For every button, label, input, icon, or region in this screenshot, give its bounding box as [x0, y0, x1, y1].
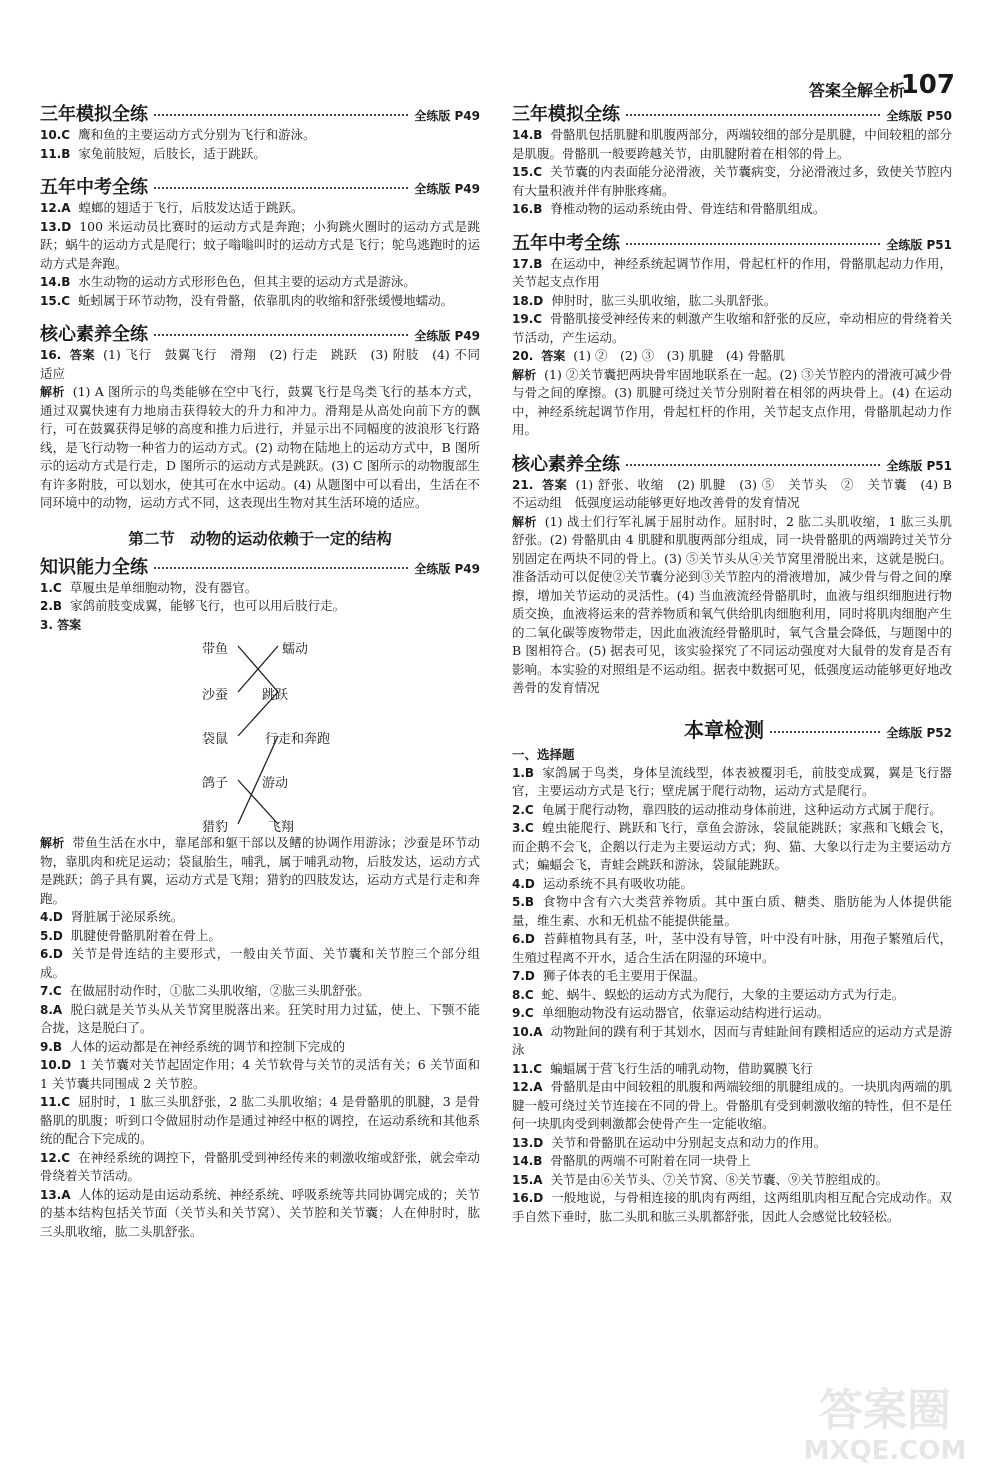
answer-text: 家鸽属于鸟类，身体呈流线型，体表被覆羽毛，前肢变成翼，翼是飞行器官，主要运动方式是飞行；壁虎属于爬行动物，运动方式是爬行。: [512, 764, 952, 798]
section-heading: [512, 450, 952, 476]
answer-text: 单细胞动物没有运动器官，依靠运动结构进行运动。: [541, 1005, 830, 1020]
answer-text: 骨骼肌接受神经传来的刺激产生收缩和舒张的反应，牵动相应的骨绕着关节活动，产生运动。: [512, 311, 952, 345]
section-title: 五年中考全练: [40, 177, 148, 198]
section-title: 知识能力全练: [40, 556, 148, 578]
answer-text: 家鸽前肢变成翼，能够飞行，也可以用后肢行走。: [70, 598, 346, 613]
answer-num: 10.D: [40, 1058, 72, 1072]
answer-item: [40, 579, 480, 598]
leader-dots: [626, 243, 880, 245]
answer-text: 人体的运动都是在神经系统的调节和控制下完成的: [70, 1038, 346, 1054]
answer-num: 15.A: [512, 1172, 543, 1187]
answer-num: 14.B: [40, 275, 71, 289]
answer-item: [512, 200, 952, 219]
watermark-logo: [795, 1375, 975, 1465]
section-ref: 全练版 P49: [414, 109, 480, 123]
diagram-left-label: 带鱼: [202, 642, 229, 657]
section-heading: [40, 320, 480, 346]
section-heading: [512, 100, 952, 126]
diagram-right-label: 飞翔: [268, 820, 295, 835]
answer-num: 2.B: [40, 599, 63, 613]
answer-item: [512, 764, 952, 801]
answer-text: 在做屈肘动作时，①肱二头肌收缩，②肱三头肌舒张。: [69, 983, 370, 998]
answer-item: [40, 927, 480, 946]
analysis-item: [512, 513, 952, 698]
analysis-text: 带鱼生活在水中，靠尾部和躯干部以及鳍的协调作用游泳；沙蚕是环节动物，靠肌肉和疣足运动；袋鼠胎生，哺乳，属于哺乳动物，后肢发达，运动方式是跳跃；鸽子具有翼，运动方式是飞翔；猎豹的四肢发达，运动方式是行走和奔跑。: [40, 835, 480, 906]
section-heading: [40, 100, 480, 126]
answer-text: 在神经系统的调控下，骨骼肌受到神经传来的刺激收缩或舒张，就会牵动骨绕着关节活动。: [40, 1149, 480, 1183]
answer-num: 5.D: [40, 928, 63, 943]
matching-diagram: [40, 634, 480, 834]
answer-item: [512, 1023, 952, 1060]
answer-num: 9.B: [40, 1039, 63, 1054]
answer-item: [512, 1171, 952, 1190]
chapter-subtitle: 第二节 动物的运动依赖于一定的结构: [128, 529, 392, 548]
answer-item: [40, 199, 480, 218]
answer-item: [512, 1189, 952, 1226]
answer-item: [40, 945, 480, 982]
analysis-label: 解析: [40, 385, 65, 399]
answer-text: 关节和骨骼肌在运动中分别起支点和动力的作用。: [551, 1134, 827, 1150]
answer-text: 关节囊的内表面能分泌滑液，关节囊病变，分泌滑液过多，致使关节腔内有大量积液并伴有肿胀疼痛。: [512, 164, 952, 198]
analysis-label: 解析: [512, 514, 537, 529]
answer-item: [512, 1078, 952, 1134]
answer-item: [40, 908, 480, 927]
leader-dots: [154, 187, 408, 189]
answer-num: 9.C: [512, 1006, 534, 1020]
answer-num: 19.C: [512, 312, 543, 326]
section-title: 三年模拟全练: [512, 104, 620, 125]
section-heading: [512, 229, 952, 255]
watermark-line2: MXQE.COM: [803, 1436, 967, 1465]
answer-text: 蝗螂的翅适于飞行，后肢发达适于跳跃。: [78, 200, 304, 215]
answer-num: 8.A: [40, 1002, 63, 1017]
answer-num: 15.C: [40, 293, 71, 308]
answer-text: (1) ② (2) ③ (3) 肌腱 (4) 骨骼肌: [573, 348, 786, 363]
answer-item: [512, 310, 952, 347]
answer-item: [40, 346, 493, 383]
answer-label: 答案: [541, 477, 568, 492]
diagram-right-label: 游动: [262, 776, 289, 791]
leader-dots: [770, 731, 880, 733]
analysis-item: [512, 366, 952, 440]
answer-num: 13.A: [40, 1187, 71, 1202]
answer-text: 食物中含有六大类营养物质。其中蛋白质、糖类、脂肪能为人体提供能量，维生素、水和无机盐不能提供能量。: [512, 894, 952, 928]
answer-num: 12.C: [40, 1150, 71, 1165]
answer-num: 14.B: [512, 128, 543, 142]
answer-text: 脱臼就是关节头从关节窝里脱落出来。狂笑时用力过猛，使上、下颚不能合拢，这是脱臼了。: [40, 1001, 480, 1035]
answer-item: [40, 597, 480, 616]
answer-label: 答案: [69, 348, 96, 362]
answer-num: 11.B: [40, 146, 71, 161]
answer-item: [40, 218, 480, 274]
answer-num: 7.C: [40, 984, 62, 998]
answer-item: [512, 986, 952, 1005]
answer-text: 动物趾间的蹼有利于其划水，因而与青蛙趾间有蹼相适应的运动方式是游泳: [512, 1023, 952, 1057]
diagram-left-label: 沙蚕: [202, 688, 229, 703]
answer-item: [40, 982, 480, 1001]
answer-text: 关节是由⑥关节头、⑦关节窝、⑧关节囊、⑨关节腔组成的。: [550, 1171, 889, 1187]
answer-num: 6.D: [40, 947, 63, 961]
answer-item: [40, 616, 480, 635]
answer-item: [512, 163, 952, 200]
answer-text: 蚯蚓属于环节动物，没有骨骼，依靠肌肉的收缩和舒张缓慢地蠕动。: [78, 292, 454, 308]
right-column: [512, 96, 965, 1226]
answer-item: [40, 1038, 480, 1057]
answer-item: [512, 1060, 952, 1079]
answer-item: [40, 1093, 480, 1149]
analysis-text: (1) A 图所示的鸟类能够在空中飞行，鼓翼飞行是鸟类飞行的基本方式，通过双翼快速有力地扇击获得较大的升力和冲力。滑翔是从高处向前下方的飘行，可在鼓翼获得足够的高度和推力后进行，并显示出不同幅度的波浪形飞行路线，是飞行动物一种省力的运动方式。(2) 动物在陆地上的运动方式中，B 图所示的运动方式是行走，D 图所示的运动方式是跳跃。(3) C 图所示的动物腹部生有许多附肢，可以划水，使其可在水中运动。(4) 从题图中可以看出，生活在不同环境中的动物，运动方式不同，这表现出生物对其生活环境的适应。: [40, 384, 480, 510]
answer-text: 骨骼肌是由中间较粗的肌腹和两端较细的肌腱组成的。一块肌肉两端的肌腱一般可绕过关节连接在不同的骨上。骨骼肌有受到刺激收缩的特性，但不是任何一块肌肉受到刺激都会使骨产生一定能收缩。: [512, 1079, 952, 1131]
answer-item: [512, 1004, 952, 1023]
section-ref: 全练版 P49: [414, 182, 480, 196]
answer-text: 100 米运动员比赛时的运动方式是奔跑；小狗跳火圈时的运动方式是跳跃；蜗牛的运动方式是爬行；蚊子嗡嗡叫时的运动方式是飞行；鸵鸟逃跑时的运动方式是奔跑。: [40, 218, 480, 271]
answer-text: 1 关节囊对关节起固定作用；4 关节软骨与关节的灵活有关；6 关节面和 1 关节囊共同围成 2 关节腔。: [40, 1057, 480, 1091]
answer-text: (1) 舒张、收缩 (2) 肌腱 (3) ⑤ 关节头 ② 关节囊 (4) B 不运动组 低强度运动能够更好地改善骨的发育情况: [512, 476, 965, 510]
answer-item: [512, 292, 952, 311]
question-type-heading: 一、选择题: [512, 746, 575, 762]
section-heading: [40, 553, 480, 579]
answer-num: 1.B: [512, 765, 535, 780]
answer-num: 13.D: [40, 219, 72, 234]
answer-item: [512, 875, 952, 894]
answer-item: [40, 145, 480, 164]
analysis-text: (1) 战士们行军礼属于屈肘动作。屈肘时，2 肱二头肌收缩，1 肱三头肌舒张。(2) 骨骼肌由 4 肌腱和肌腹两部分组成，同一块骨骼肌的两端跨过关节分别固定在两块不同的骨上。(3) ⑤关节头从④关节窝里滑脱出来，这就是脱臼。准备活动可以促使②关节囊分泌到③关节腔内的滑液增加，减少骨与骨之间的摩擦，增加关节运动的灵活性。(4) 当血液流经骨骼肌时，血液与组织细胞进行物质交换，血液将运来的营养物质和氧气供给肌肉细胞利用，同时将肌肉细胞产生的二氧化碳等废物带走，因此血液流经骨骼肌时，氧气含量会降低，与题图中的 B 图相符合。(5) 据表可见，该实验探究了不同运动强度对大鼠骨的发育是否有影响。本实验的对照组是不运动组。据表中数据可见，低强度运动能够更好地改善骨的发育情况: [512, 513, 952, 695]
answer-label: 答案: [541, 349, 566, 363]
answer-item: [40, 1149, 480, 1186]
section-title: 五年中考全练: [512, 232, 620, 254]
answer-num: 5.B: [512, 895, 535, 909]
answer-item: [512, 126, 952, 163]
diagram-left-label: 袋鼠: [202, 732, 229, 747]
page-number: 107: [900, 70, 955, 100]
analysis-text: (1) ②关节囊把两块骨牢固地联系在一起。(2) ③关节腔内的滑液可减少骨与骨之间的摩擦。(3) 肌腱可绕过关节分别附着在相邻的两块骨上。(4) 在运动中，神经系统起调节作用，骨起杠杆的作用，关节起支点作用，骨骼肌起动力作用。: [512, 366, 952, 437]
answer-num: 12.A: [40, 201, 71, 215]
chapter-test-heading: [512, 714, 952, 742]
answer-text: 水生动物的运动方式形形色色，但其主要的运动方式是游泳。: [78, 274, 416, 289]
analysis-item: [40, 834, 480, 908]
answer-item: [512, 930, 952, 967]
answer-item: [40, 1001, 480, 1038]
matching-lines: [40, 634, 480, 834]
answer-num: 1.C: [40, 580, 62, 595]
answer-num: 6.D: [512, 932, 535, 946]
answer-text: 苔藓植物具有茎，叶，茎中没有导管，叶中没有叶脉，用孢子繁殖后代，生殖过程离不开水，适合生活在阴湿的环境中。: [512, 931, 952, 965]
answer-text: 草履虫是单细胞动物，没有器官。: [69, 579, 258, 595]
answer-num: 12.A: [512, 1080, 543, 1094]
answer-item: [512, 347, 952, 366]
analysis-label: 解析: [40, 836, 65, 850]
diagram-left-label: 鸽子: [202, 776, 229, 791]
answer-num: 3.C: [512, 821, 534, 835]
answer-item: [40, 292, 480, 311]
answer-item: [512, 967, 952, 986]
section-title: 三年模拟全练: [40, 104, 148, 125]
answer-text: 脊椎动物的运动系统由骨、骨连结和骨骼肌组成。: [550, 201, 826, 216]
answer-num: 2.C: [512, 802, 534, 817]
answer-num: 21.: [512, 477, 534, 492]
diagram-right-label: 跳跃: [262, 688, 289, 703]
section-heading: [40, 173, 480, 199]
diagram-right-label: 行走和奔跑: [265, 732, 331, 747]
answer-num: 10.A: [512, 1024, 543, 1039]
answer-num: 17.B: [512, 256, 543, 271]
analysis-item: [40, 383, 480, 513]
answer-text: 骨骼肌的两端不可附着在同一块骨上: [550, 1153, 751, 1168]
answer-item: [512, 801, 952, 820]
section-ref: 全练版 P51: [886, 458, 952, 473]
section-ref: 全练版 P51: [886, 237, 952, 252]
answer-item: [512, 476, 965, 513]
answer-item: [40, 273, 480, 292]
answer-text: 肾脏属于泌尿系统。: [70, 909, 184, 924]
answer-num: 16.B: [512, 202, 543, 216]
section-ref: 全练版 P50: [886, 109, 952, 123]
answer-num: 10.C: [40, 128, 71, 142]
watermark-line1: 答案圈: [819, 1385, 951, 1436]
answer-num: 18.D: [512, 293, 544, 308]
answer-item: [512, 255, 952, 292]
diagram-left-label: 猎豹: [202, 820, 229, 835]
q3-label: 3. 答案: [40, 617, 82, 632]
header-title: 答案全解全析: [808, 81, 905, 100]
answer-text: 人体的运动是由运动系统、神经系统、呼吸系统等共同协调完成的；关节的基本结构包括关节面（关节头和关节窝）、关节腔和关节囊；人在伸肘时，肱三头肌收缩，肱二头肌舒张。: [40, 1186, 480, 1239]
answer-text: 伸肘时，肱三头肌收缩，肱二头肌舒张。: [551, 292, 777, 308]
answer-text: 鹰和鱼的主要运动方式分别为飞行和游泳。: [78, 127, 316, 142]
answer-num: 15.C: [512, 165, 543, 179]
answer-num: 16.D: [512, 1191, 544, 1205]
section-ref: 全练版 P49: [414, 329, 480, 343]
answer-text: 蝗虫能爬行、跳跃和飞行，章鱼会游泳，袋鼠能跳跃；家燕和飞蛾会飞，而企鹅不会飞，企鹅以行走为主要运动方式；狗、猫、大象以行走为主要运动方式；蝙蝠会飞，青蛙会跳跃和游泳，袋鼠能跳跃。: [512, 820, 952, 872]
leader-dots: [626, 114, 880, 116]
answer-text: 家兔前肢短，后肢长，适于跳跃。: [78, 145, 266, 161]
answer-text: 龟属于爬行动物，靠四肢的运动推动身体前进，这种运动方式属于爬行。: [541, 801, 942, 817]
answer-num: 16.: [40, 348, 62, 362]
answer-num: 7.D: [512, 969, 535, 983]
section-title: 本章检测: [684, 717, 764, 742]
diagram-right-label: 蠕动: [282, 642, 309, 657]
section-ref: 全练版 P52: [886, 725, 952, 740]
answer-text: 一般地说，与骨相连接的肌肉有两组，这两组肌肉相互配合完成动作。双手自然下垂时，肱二头肌和肱三头肌都舒张，因此人会感觉比较轻松。: [512, 1190, 952, 1224]
answer-num: 14.B: [512, 1154, 543, 1168]
section-ref: 全练版 P49: [414, 561, 480, 576]
answer-item: [512, 893, 952, 930]
answer-text: 狮子体表的毛主要用于保温。: [542, 968, 706, 983]
answer-text: 肌腱使骨骼肌附着在骨上。: [70, 927, 221, 943]
leader-dots: [626, 464, 880, 466]
answer-num: 4.D: [40, 910, 63, 924]
answer-item: [512, 1152, 952, 1171]
leader-dots: [154, 334, 408, 336]
answer-text: 关节是骨连结的主要形式，一般由关节面、关节囊和关节腔三个部分组成。: [40, 946, 480, 980]
answer-item: [512, 819, 952, 875]
answer-text: (1) 飞行 鼓翼飞行 滑翔 (2) 行走 跳跃 (3) 附肢 (4) 不同 适应: [40, 347, 493, 381]
answer-text: 屈肘时，1 肱三头肌舒张，2 肱二头肌收缩；4 是骨骼肌的肌腱，3 是骨骼肌的肌腹；听到口令做屈肘动作是通过神经中枢的调控，在运动系统和其他系统的配合下完成的。: [40, 1094, 480, 1146]
answer-item: [512, 1134, 952, 1153]
watermark-graphic: [795, 1375, 975, 1465]
answer-text: 骨骼肌包括肌腱和肌腹两部分，两端较细的部分是肌腱，中间较粗的部分是肌腹。骨骼肌一般要跨越关节，由肌腱附着在相邻的骨上。: [512, 127, 952, 161]
answer-text: 蝙蝠属于营飞行生活的哺乳动物，借助翼膜飞行: [550, 1060, 813, 1076]
answer-num: 8.C: [512, 987, 534, 1002]
answer-text: 蛇、蜗牛、蜈蚣的运动方式为爬行，大象的主要运动方式为行走。: [541, 986, 905, 1002]
answer-text: 运动系统不具有吸收功能。: [542, 875, 693, 891]
answer-item: [40, 1186, 480, 1242]
answer-item: [40, 126, 480, 145]
answer-item: [40, 1056, 480, 1093]
answer-num: 4.D: [512, 876, 535, 891]
leader-dots: [154, 567, 408, 569]
section-title: 核心素养全练: [512, 453, 620, 475]
left-column: [40, 96, 493, 1241]
analysis-label: 解析: [512, 367, 537, 382]
section-title: 核心素养全练: [40, 324, 148, 345]
answer-num: 20.: [512, 349, 534, 363]
page-header: [0, 0, 1000, 100]
leader-dots: [154, 114, 408, 116]
answer-num: 13.D: [512, 1135, 544, 1150]
answer-text: 在运动中，神经系统起调节作用，骨起杠杆的作用，骨骼肌起动力作用，关节起支点作用: [512, 255, 952, 289]
answer-num: 11.C: [40, 1095, 71, 1109]
answer-num: 11.C: [512, 1061, 543, 1076]
